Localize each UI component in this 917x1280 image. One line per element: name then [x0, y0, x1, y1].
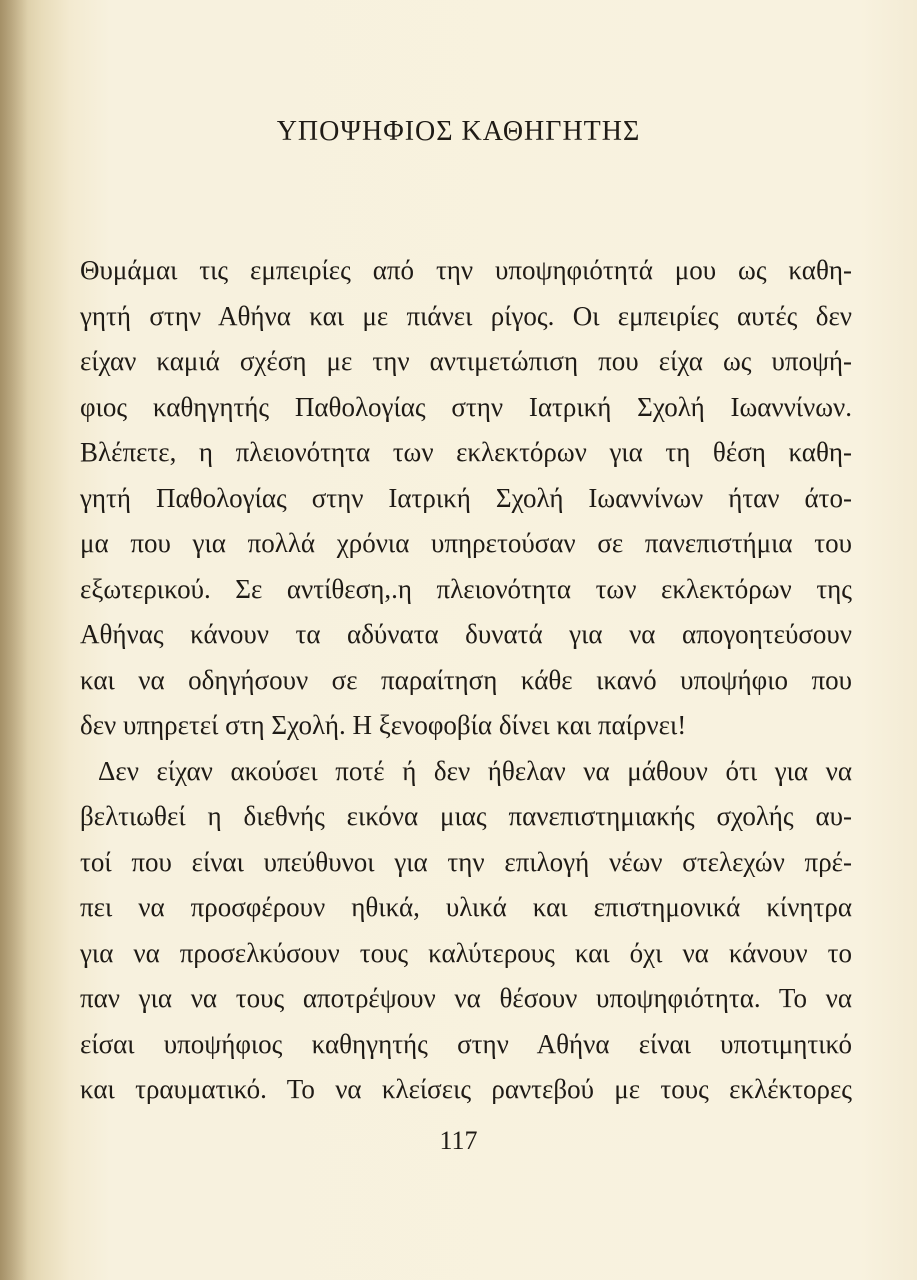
chapter-title: ΥΠΟΨΗΦΙΟΣ ΚΑΘΗΓΗΤΗΣ — [276, 116, 641, 147]
text-line: Αθήνας κάνουν τα αδύνατα δυνατά για να απογοητεύσουν — [80, 619, 852, 649]
text-line: είχαν καμιά σχέση με την αντιμετώπιση που είχα ως υποψή- — [80, 346, 852, 376]
text-line: Θυμάμαι τις εμπειρίες από την υποψηφιότητά μου ως καθη- — [80, 255, 852, 285]
text-line: για να προσελκύσουν τους καλύτερους και όχι να κάνουν το — [80, 937, 852, 968]
text-line: γητή Παθολογίας στην Ιατρική Σχολή Ιωαννίνων ήταν άτο- — [80, 482, 852, 513]
body-text — [80, 248, 852, 1113]
text-line: γητή στην Αθήνα και με πιάνει ρίγος. Οι εμπειρίες αυτές δεν — [80, 300, 852, 331]
text-line: μα που για πολλά χρόνια υπηρετούσαν σε πανεπιστήμια του — [80, 528, 852, 558]
text-line: πει να προσφέρουν ηθικά, υλικά και επιστημονικά κίνητρα — [80, 892, 852, 922]
text-line: και τραυματικό. Το να κλείσεις ραντεβού με τους εκλέκτορες — [80, 1074, 852, 1104]
text-line: είσαι υποψήφιος καθηγητής στην Αθήνα είναι υποτιμητικό — [80, 1028, 852, 1059]
text-line: βελτιωθεί η διεθνής εικόνα μιας πανεπιστημιακής σχολής αυ- — [80, 801, 852, 831]
text-line: Βλέπετε, η πλειονότητα των εκλεκτόρων για τη θέση καθη- — [80, 437, 852, 467]
text-line: παν για να τους αποτρέψουν να θέσουν υποψηφιότητα. Το να — [80, 983, 852, 1013]
text-line: και να οδηγήσουν σε παραίτηση κάθε ικανό υποψήφιο που — [80, 664, 852, 695]
text-line: δεν υπηρετεί στη Σχολή. Η ξενοφοβία δίνει και παίρνει! — [80, 710, 687, 740]
text-line: Δεν είχαν ακούσει ποτέ ή δεν ήθελαν να μάθουν ότι για να — [98, 755, 852, 786]
page-number: 117 — [439, 1126, 478, 1155]
text-line: φιος καθηγητής Παθολογίας στην Ιατρική Σχολή Ιωαννίνων. — [80, 391, 852, 422]
text-line: τοί που είναι υπεύθυνοι για την επιλογή νέων στελεχών πρέ- — [80, 846, 852, 877]
page-gutter-shadow — [0, 0, 28, 1280]
text-line: εξωτερικού. Σε αντίθεση,.η πλειονότητα των εκλεκτόρων της — [80, 573, 852, 604]
